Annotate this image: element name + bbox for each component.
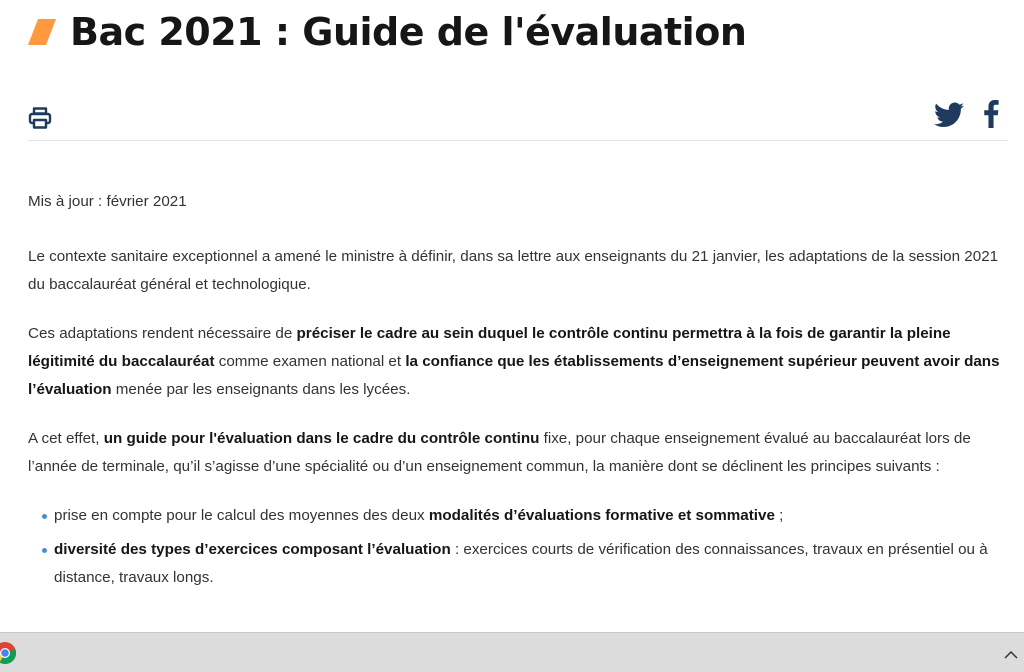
text-segment: prise en compte pour le calcul des moyennes des deux	[54, 507, 429, 524]
share-bar	[28, 100, 1008, 141]
bold-segment: un guide pour l'évaluation dans le cadre du contrôle continu	[103, 430, 540, 447]
chevron-up-icon[interactable]	[1004, 645, 1018, 655]
bold-segment: diversité des types d’exercices composant l’évaluation	[54, 541, 451, 558]
bold-segment: modalités d’évaluations formative et sommative	[428, 507, 775, 524]
title-row	[28, 4, 746, 60]
text-segment: ;	[774, 507, 784, 524]
chrome-icon[interactable]	[0, 641, 17, 665]
list-item	[42, 536, 1003, 592]
text-segment: : exercices courts de vérification des connaissances, travaux en présentiel ou à distance, travaux longs.	[54, 541, 988, 586]
printer-icon[interactable]	[28, 106, 52, 130]
text-segment: A cet effet,	[28, 430, 104, 447]
text-segment: Ces adaptations rendent nécessaire de	[28, 325, 297, 342]
text-segment: fixe, pour chaque enseignement évalué au baccalauréat lors de l’année de terminale, qu’il s’agisse d’une spécialité ou d’un enseignement commun, la manière dont se déclinent les principes suivants :	[28, 430, 971, 475]
text-segment: menée par les enseignants dans les lycées.	[111, 381, 411, 398]
title-accent-icon	[28, 19, 56, 45]
article-body	[28, 188, 1003, 598]
list-item	[42, 502, 1003, 530]
paragraph-adaptations	[28, 320, 1003, 404]
facebook-icon[interactable]	[982, 100, 1000, 128]
update-date: Mis à jour : février 2021	[28, 193, 187, 210]
bold-segment: la confiance que les établissements d’enseignement supérieur peuvent avoir dans l’évaluation	[28, 353, 1000, 398]
page-title: Bac 2021 : Guide de l'évaluation	[70, 10, 747, 54]
principles-list	[28, 502, 1003, 592]
paragraph-context: Le contexte sanitaire exceptionnel a amené le ministre à définir, dans sa lettre aux enseignants du 21 janvier, les adaptations de la session 2021 du baccalauréat général et technologique.	[28, 248, 999, 293]
taskbar	[0, 632, 1024, 672]
bold-segment: préciser le cadre au sein duquel le contrôle continu permettra à la fois de garantir la pleine légitimité du baccalauréat	[28, 325, 951, 370]
paragraph-guide	[28, 425, 1003, 481]
text-segment: comme examen national et	[214, 353, 406, 370]
twitter-icon[interactable]	[934, 102, 964, 128]
